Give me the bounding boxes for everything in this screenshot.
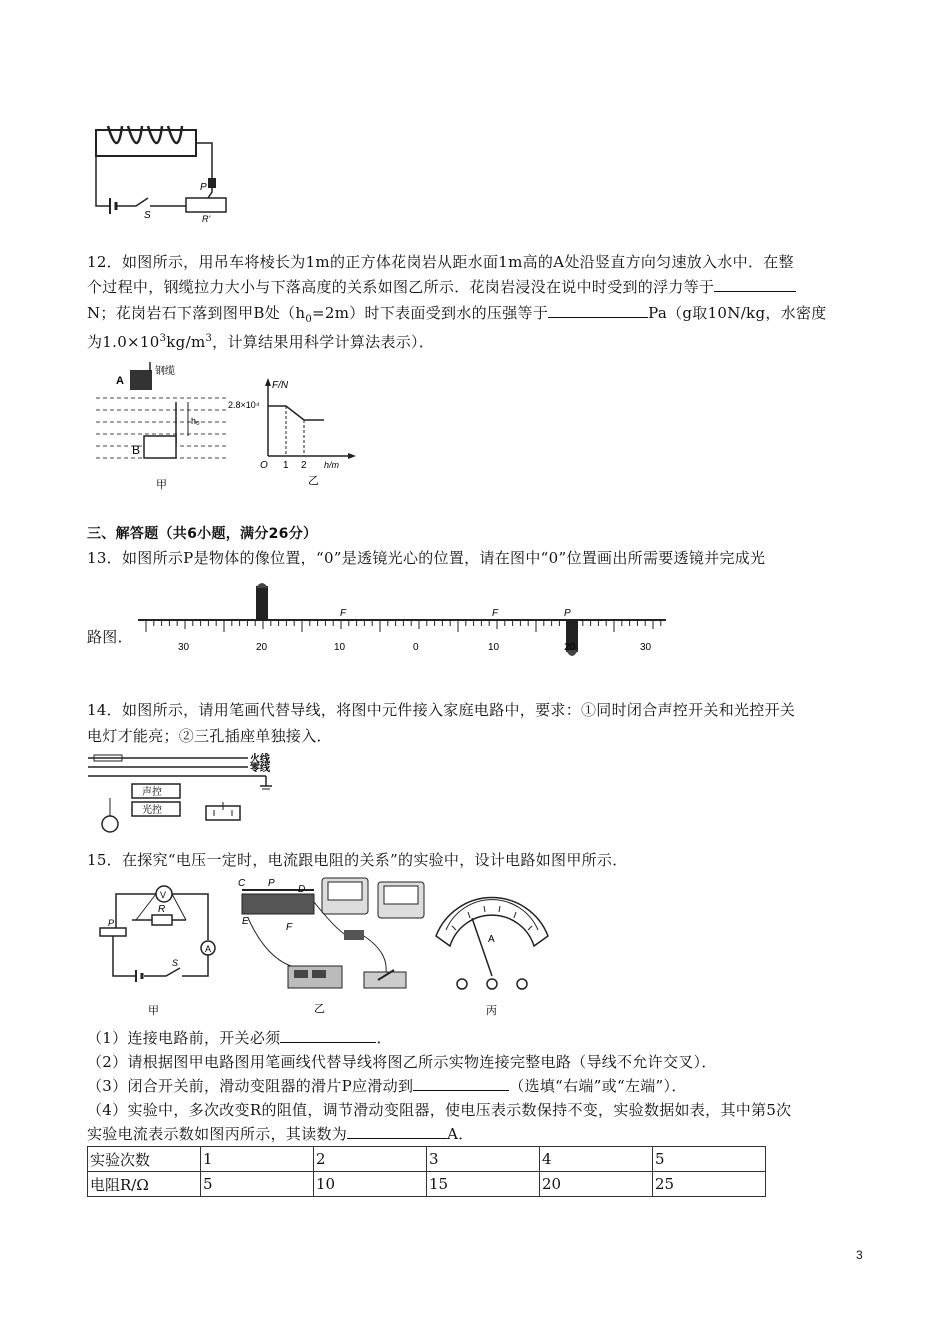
caption-yi-15: 乙	[314, 1003, 325, 1015]
q12-text3c: Pa（g取10N/kg，水密度	[648, 304, 827, 322]
table-row	[88, 1147, 766, 1172]
terminal-e: E	[242, 916, 249, 927]
sound-switch-label: 声控	[142, 787, 162, 798]
q15-reading-blank[interactable]	[347, 1124, 447, 1139]
table-cell: 5	[653, 1147, 766, 1172]
table-cell: 4	[540, 1147, 653, 1172]
q12-line4	[87, 329, 434, 352]
q14-line2: 电灯才能亮；②三孔插座单独接入．	[87, 727, 332, 745]
focus-left: F	[340, 608, 347, 619]
q12-text3b: =2m）时下表面受到水的压强等于	[311, 304, 549, 322]
q14-household-circuit	[88, 752, 288, 834]
terminal-c: C	[238, 878, 246, 889]
q15-sub4b-end: A．	[447, 1125, 474, 1143]
q13-line2: 路图．	[87, 628, 133, 646]
q12-sup2: 3	[205, 333, 213, 344]
q15-sub1-blank[interactable]	[280, 1028, 376, 1043]
q15-sub3-blank[interactable]	[413, 1076, 509, 1091]
q12-text2: 个过程中，钢缆拉力大小与下落高度的关系如图乙所示．花岗岩浸没在说中时受到的浮力等于	[87, 278, 715, 296]
terminal-d: D	[298, 884, 306, 895]
q12-pressure-blank[interactable]	[548, 303, 648, 318]
q15-circuit-diagram	[96, 880, 216, 1020]
origin-label: O	[260, 460, 268, 471]
q15-line1: 15．在探究“电压一定时，电流跟电阻的关系”的实验中，设计电路如图甲所示．	[87, 851, 628, 869]
caption-jia-15: 甲	[148, 1005, 159, 1017]
tick-20-right: 20	[564, 642, 576, 653]
q15-apparatus	[228, 872, 428, 1018]
q15-sub1-end: ．	[376, 1029, 392, 1047]
solenoid-circuit-figure	[88, 122, 248, 222]
table-cell: 15	[427, 1172, 540, 1197]
svg-text:P: P	[200, 182, 207, 193]
table-cell: 25	[653, 1172, 766, 1197]
y-tick-label: 2.8×10⁴	[228, 400, 260, 410]
q15-sub2: （2）请根据图甲电路图用笔画线代替导线将图乙所示实物连接完整电路（导线不允许交叉）．	[87, 1053, 717, 1071]
tick-30-right: 30	[640, 642, 652, 653]
ammeter-label: A	[205, 944, 212, 954]
label-a: A	[116, 375, 124, 387]
terminal-p: P	[268, 878, 275, 889]
caption-bing: 丙	[486, 1005, 497, 1016]
q13-line1: 13．如图所示P是物体的像位置，“0”是透镜光心的位置，请在图中“0”位置画出所需要透镜并完成光	[87, 549, 766, 567]
q14-line1: 14．如图所示，请用笔画代替导线，将图中元件接入家庭电路中，要求：①同时闭合声控开关和光控开关	[87, 701, 796, 719]
table-cell: 实验次数	[88, 1147, 201, 1172]
q15-sub4: （4）实验中，多次改变R的阻值，调节滑动变阻器，使电压表示数保持不变，实验数据如表，其中第5次	[87, 1101, 792, 1119]
tick-10-right: 10	[488, 642, 500, 653]
live-wire-label: 火线	[250, 754, 270, 765]
q15-sub3	[87, 1076, 687, 1096]
section3-heading: 三、解答题（共6小题，满分26分）	[87, 526, 318, 542]
q12-h0-sub: 0	[305, 314, 312, 325]
tick-0: 0	[413, 642, 419, 653]
q15-data-table	[87, 1146, 766, 1197]
table-row	[88, 1172, 766, 1197]
q12-graph	[228, 378, 378, 488]
q15-sub4b	[87, 1124, 474, 1144]
q12-figure-left	[92, 362, 232, 492]
cable-label: 钢缆	[155, 366, 175, 377]
table-cell: 1	[201, 1147, 314, 1172]
neutral-wire-label: 零线	[250, 763, 270, 774]
table-cell: 5	[201, 1172, 314, 1197]
tick-20-left: 20	[256, 642, 268, 653]
table-cell: 10	[314, 1172, 427, 1197]
table-cell: 电阻R/Ω	[88, 1172, 201, 1197]
q15-ammeter-dial	[432, 884, 552, 1016]
light-switch-label: 光控	[142, 805, 162, 816]
image-p: P	[564, 608, 571, 619]
q12-text4c: ，计算结果用科学计算法表示）．	[212, 333, 435, 351]
q13-optical-bench	[138, 580, 668, 668]
label-b: B	[132, 443, 141, 457]
x-tick-1: 1	[283, 460, 289, 471]
caption-yi: 乙	[308, 475, 319, 487]
resistor-label: R	[158, 904, 166, 915]
tick-10-left: 10	[334, 642, 346, 653]
q12-sup1: 3	[159, 333, 167, 344]
terminal-f: F	[286, 922, 293, 933]
page-number: 3	[856, 1248, 863, 1262]
q12-line2	[87, 277, 796, 297]
svg-text:S: S	[144, 210, 151, 221]
q12-text4b: kg/m	[166, 333, 206, 351]
switch-s-label: S	[172, 958, 179, 968]
focus-right: F	[492, 608, 499, 619]
table-cell: 3	[427, 1147, 540, 1172]
q15-sub3-text: （3）闭合开关前，滑动变阻器的滑片P应滑动到	[87, 1077, 414, 1095]
q15-sub4b-text: 实验电流表示数如图丙所示，其读数为	[87, 1125, 348, 1143]
dial-unit: A	[488, 934, 495, 945]
slider-p-label: P	[108, 918, 115, 928]
q12-text3a: N；花岗岩石下落到图甲B处（h	[87, 304, 306, 322]
q12-line3	[87, 303, 827, 330]
x-tick-2: 2	[301, 460, 307, 471]
svg-text:R': R'	[202, 214, 211, 222]
tick-30-left: 30	[178, 642, 190, 653]
q15-sub3-end: （选填“右端”或“左端”）．	[509, 1077, 687, 1095]
q12-buoyancy-blank[interactable]	[714, 277, 796, 292]
caption-jia: 甲	[156, 479, 167, 491]
label-h0: h₀	[191, 416, 200, 426]
y-axis-label: F/N	[272, 380, 289, 391]
table-cell: 20	[540, 1172, 653, 1197]
table-cell: 2	[314, 1147, 427, 1172]
q15-sub1-text: （1）连接电路前，开关必须	[87, 1029, 281, 1047]
voltmeter-label: V	[160, 890, 167, 900]
q12-line1: 12．如图所示，用吊车将棱长为1m的正方体花岗岩从距水面1m高的A处沿竖直方向匀速放入水中．在整	[87, 253, 794, 271]
x-axis-label: h/m	[324, 460, 340, 470]
q12-text4a: 为1.0×10	[87, 333, 160, 351]
q15-sub1	[87, 1028, 392, 1048]
